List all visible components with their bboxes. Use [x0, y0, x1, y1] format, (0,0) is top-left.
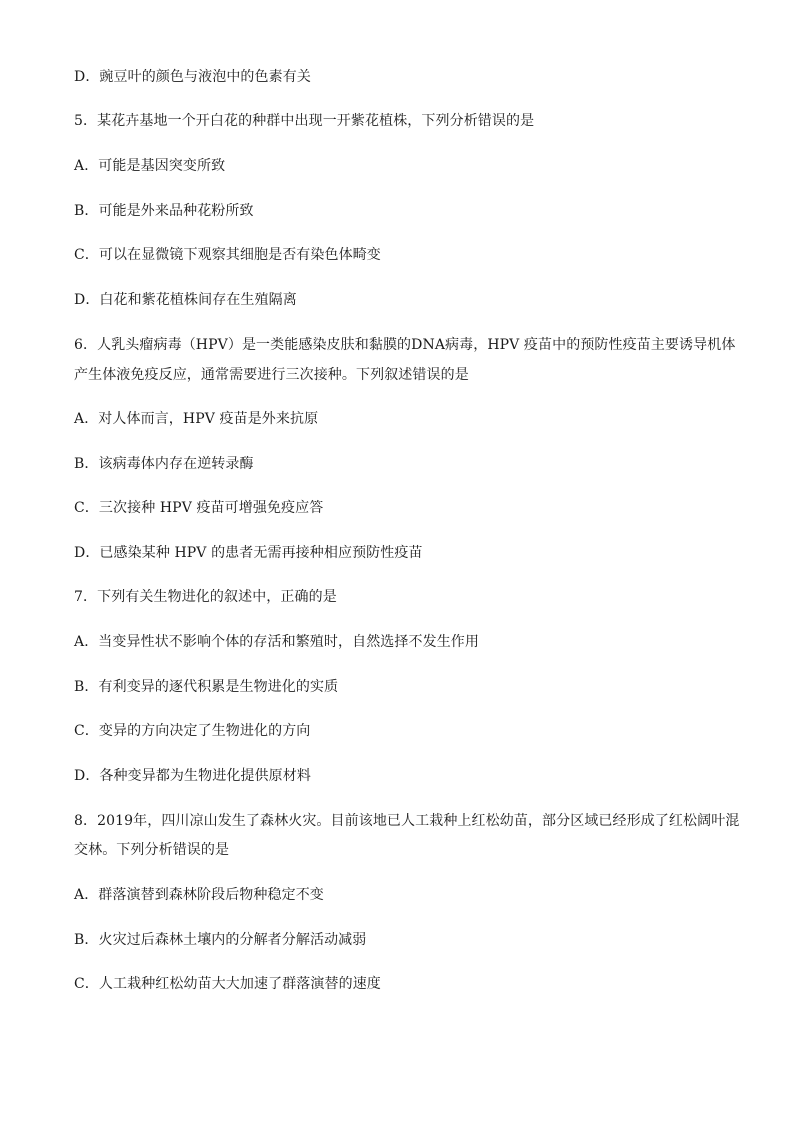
question-5-stem: 5．某花卉基地一个开白花的种群中出现一开紫花植株，下列分析错误的是	[74, 113, 535, 129]
q7-option-c: C．变异的方向决定了生物进化的方向	[74, 723, 311, 739]
q8-option-b: B．火灾过后森林土壤内的分解者分解活动减弱	[74, 932, 367, 948]
question-6-stem-line-2: 产生体液免疫反应，通常需要进行三次接种。下列叙述错误的是	[74, 367, 469, 383]
question-8-stem-line-1: 8．2019年，四川凉山发生了森林火灾。目前该地已人工栽种上红松幼苗，部分区域已经形成了红松阔叶混	[74, 813, 740, 829]
q5-option-b: B．可能是外来品种花粉所致	[74, 203, 254, 219]
q6-option-d: D．已感染某种 HPV 的患者无需再接种相应预防性疫苗	[74, 545, 423, 561]
q6-option-b: B．该病毒体内存在逆转录酶	[74, 456, 254, 472]
q6-option-c: C．三次接种 HPV 疫苗可增强免疫应答	[74, 500, 324, 516]
question-6-stem-line-1: 6．人乳头瘤病毒（HPV）是一类能感染皮肤和黏膜的DNA病毒，HPV 疫苗中的预防性疫苗主要诱导机体	[74, 337, 736, 353]
q7-option-b: B．有利变异的逐代积累是生物进化的实质	[74, 679, 339, 695]
q5-option-d: D．白花和紫花植株间存在生殖隔离	[74, 292, 297, 308]
question-7-stem: 7．下列有关生物进化的叙述中，正确的是	[74, 589, 337, 605]
q7-option-d: D．各种变异都为生物进化提供原材料	[74, 768, 311, 784]
q8-option-c: C．人工栽种红松幼苗大大加速了群落演替的速度	[74, 976, 381, 992]
question-8-stem-line-2: 交林。下列分析错误的是	[74, 842, 230, 858]
q4-option-d: D．豌豆叶的颜色与液泡中的色素有关	[74, 69, 311, 85]
q6-option-a: A．对人体而言，HPV 疫苗是外来抗原	[74, 411, 319, 427]
q8-option-a: A．群落演替到森林阶段后物种稳定不变	[74, 887, 324, 903]
q7-option-a: A．当变异性状不影响个体的存活和繁殖时，自然选择不发生作用	[74, 634, 480, 650]
q5-option-a: A．可能是基因突变所致	[74, 158, 226, 174]
q5-option-c: C．可以在显微镜下观察其细胞是否有染色体畸变	[74, 247, 381, 263]
